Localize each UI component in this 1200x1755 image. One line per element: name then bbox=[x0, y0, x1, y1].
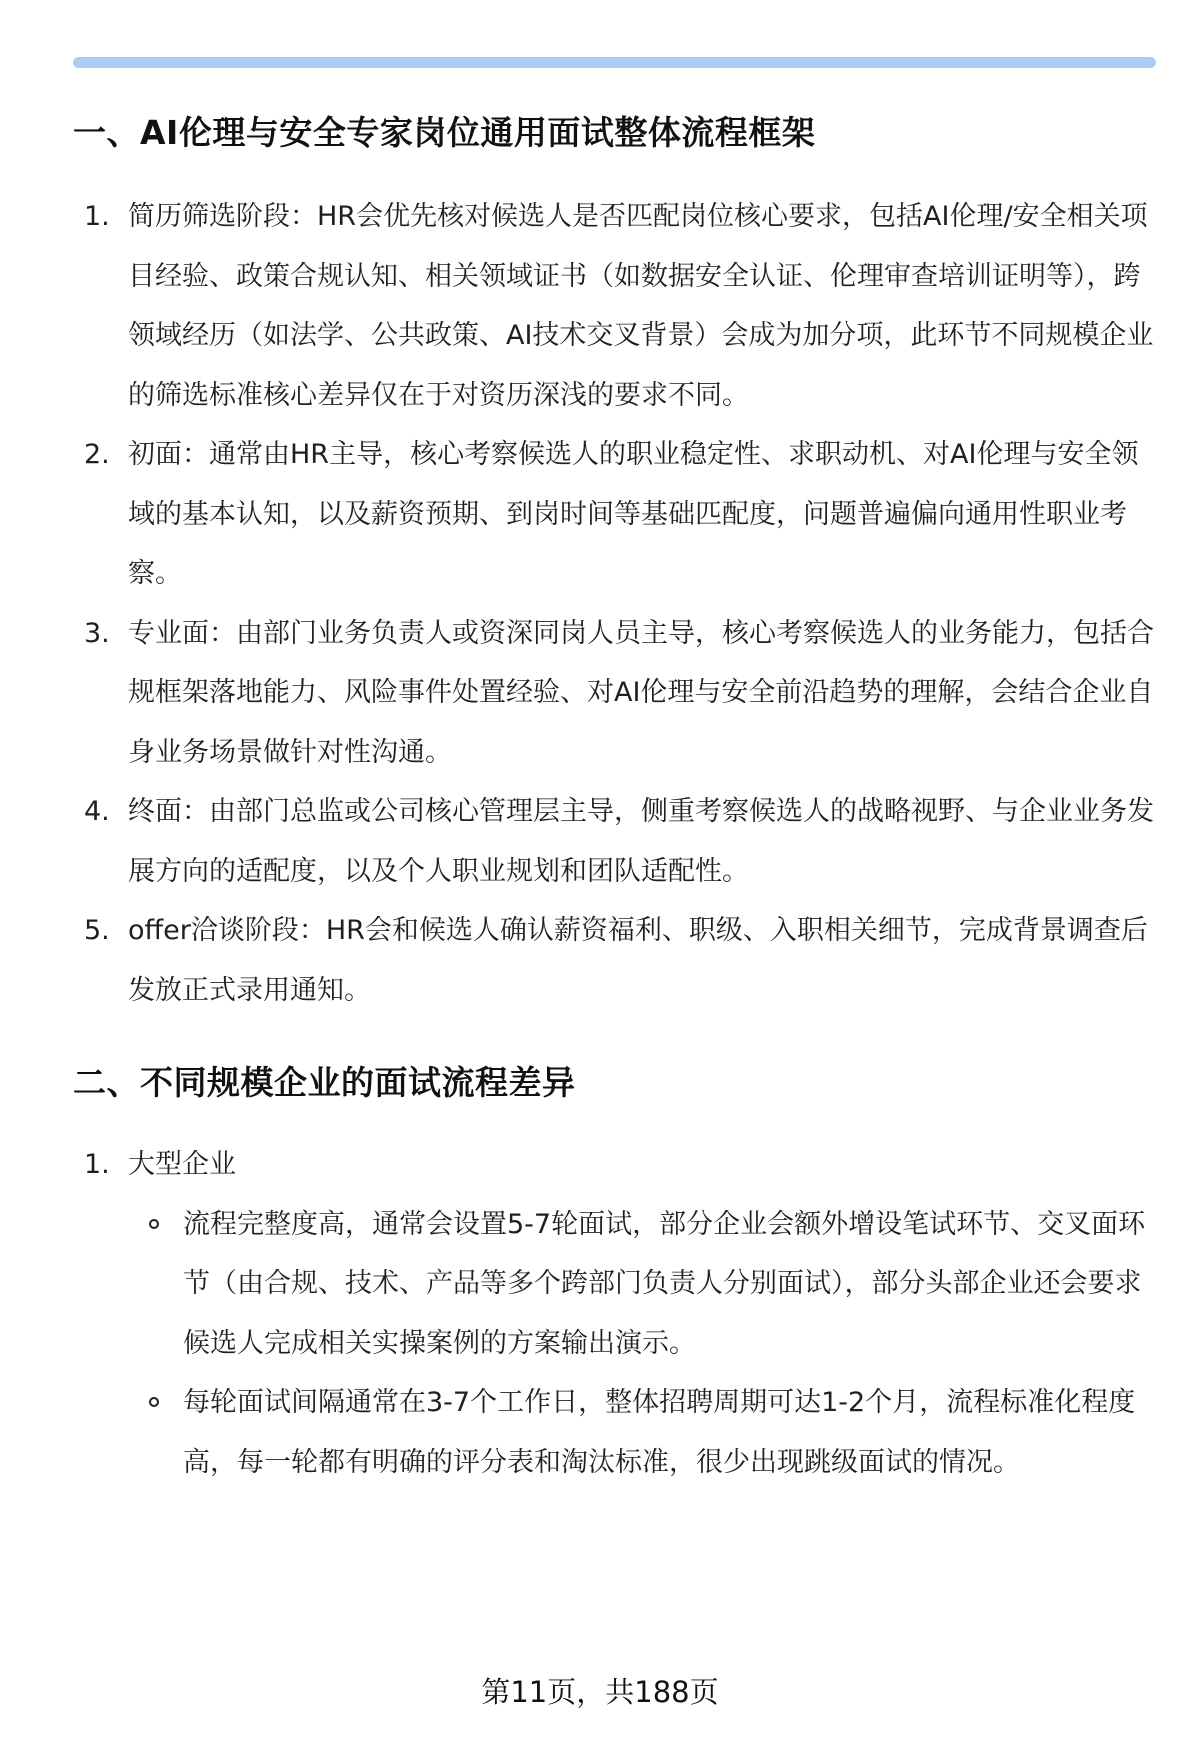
sub-bullet-text: 每轮面试间隔通常在3-7个工作日，整体招聘周期可达1-2个月，流程标准化程度高，每一轮都有明确的评分表和淘汰标准，很少出现跳级面试的情况。 bbox=[183, 1387, 1136, 1478]
sub-bullet-item bbox=[128, 1195, 1156, 1374]
list-number: 3. bbox=[84, 617, 110, 649]
sub-bullet-item bbox=[128, 1373, 1156, 1492]
section-2-list bbox=[73, 1135, 1156, 1492]
section-2-heading: 二、不同规模企业的面试流程差异 bbox=[73, 1063, 576, 1102]
list-item-text: 专业面：由部门业务负责人或资深同岗人员主导，核心考察候选人的业务能力，包括合规框架落地能力、风险事件处置经验、对AI伦理与安全前沿趋势的理解，会结合企业自身业务场景做针对性沟通。 bbox=[128, 617, 1154, 768]
sub-bullet-text: 流程完整度高，通常会设置5-7轮面试，部分企业会额外增设笔试环节、交叉面环节（由合规、技术、产品等多个跨部门负责人分别面试），部分头部企业还会要求候选人完成相关实操案例的方案输出演示。 bbox=[183, 1208, 1146, 1359]
list-number: 1. bbox=[84, 201, 110, 232]
list-item bbox=[73, 1135, 1156, 1492]
list-number: 4. bbox=[84, 796, 110, 827]
top-decorative-bar bbox=[73, 57, 1156, 68]
list-item-text: 终面：由部门总监或公司核心管理层主导，侧重考察候选人的战略视野、与企业业务发展方向的适配度，以及个人职业规划和团队适配性。 bbox=[128, 796, 1154, 887]
list-item bbox=[73, 782, 1156, 901]
list-item bbox=[73, 604, 1156, 783]
list-item-text: offer洽谈阶段：HR会和候选人确认薪资福利、职级、入职相关细节，完成背景调查后发放正式录用通知。 bbox=[128, 915, 1148, 1006]
list-number: 1. bbox=[84, 1149, 110, 1180]
list-number: 2. bbox=[84, 439, 110, 470]
list-item-text: 简历筛选阶段：HR会优先核对候选人是否匹配岗位核心要求，包括AI伦理/安全相关项目经验、政策合规认知、相关领域证书（如数据安全认证、伦理审查培训证明等），跨领域经历（如法学、公共政策、AI技术交叉背景）会成为加分项，此环节不同规模企业的筛选标准核心差异仅在于对资历深浅的要求不同。 bbox=[128, 201, 1154, 411]
hollow-circle-bullet-icon bbox=[149, 1219, 159, 1229]
section-1-list bbox=[73, 187, 1156, 1020]
list-item-text: 初面：通常由HR主导，核心考察候选人的职业稳定性、求职动机、对AI伦理与安全领域的基本认知，以及薪资预期、到岗时间等基础匹配度，问题普遍偏向通用性职业考察。 bbox=[128, 439, 1139, 589]
list-number: 5. bbox=[84, 915, 110, 946]
page-number-footer: 第11页，共188页 bbox=[481, 1675, 719, 1709]
list-item bbox=[73, 425, 1156, 604]
sub-bullet-list bbox=[128, 1195, 1156, 1493]
hollow-circle-bullet-icon bbox=[149, 1397, 159, 1407]
list-item bbox=[73, 187, 1156, 425]
section-1-heading: 一、AI伦理与安全专家岗位通用面试整体流程框架 bbox=[73, 113, 816, 152]
list-item-text: 大型企业 bbox=[128, 1149, 236, 1180]
list-item bbox=[73, 901, 1156, 1020]
document-content bbox=[73, 110, 1156, 1492]
